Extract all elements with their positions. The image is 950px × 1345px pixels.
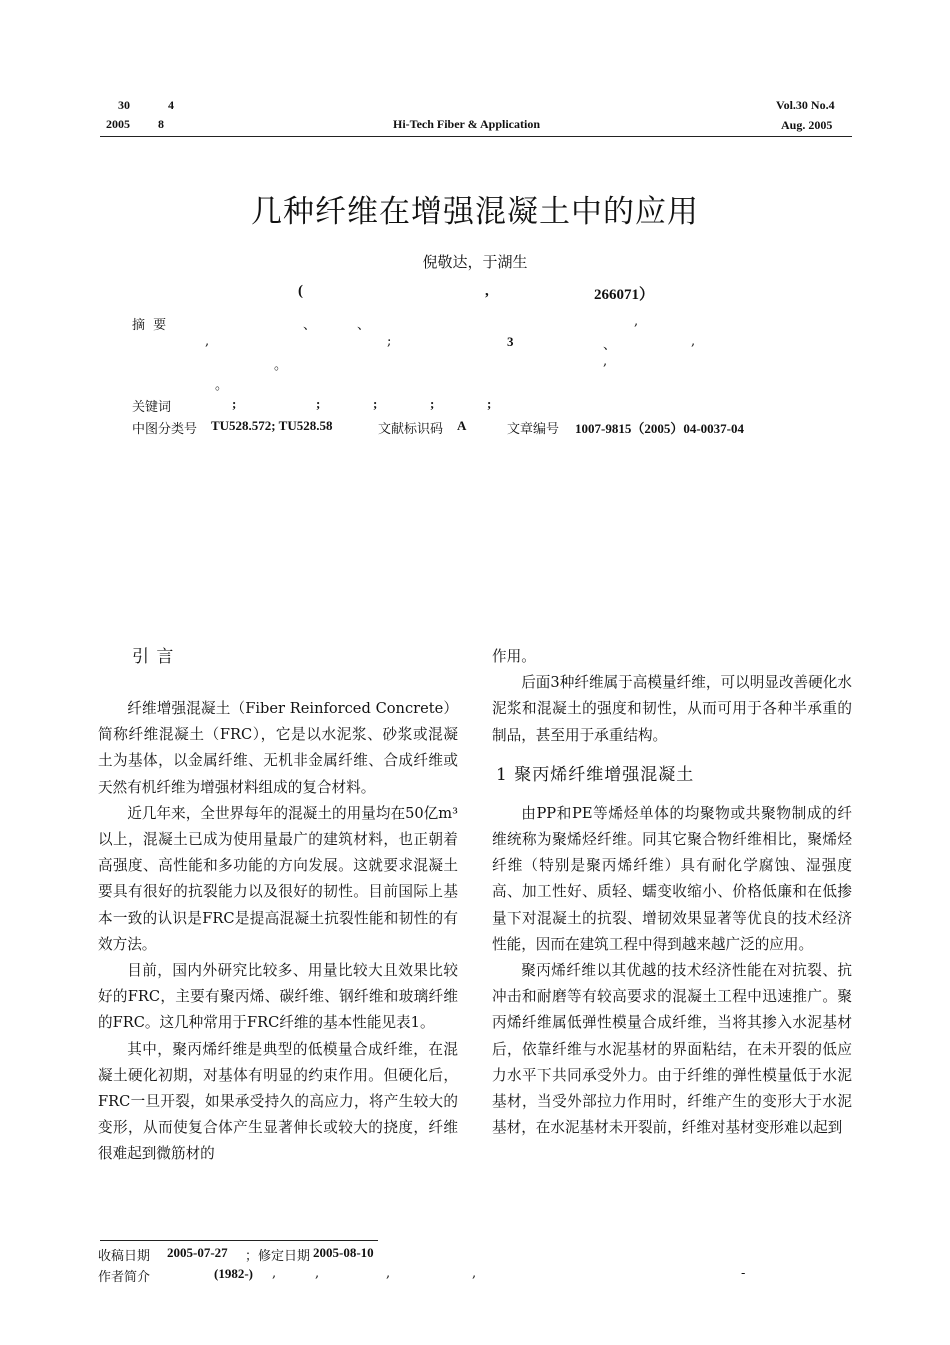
body-paragraph: 后面3种纤维属于高模量纤维，可以明显改善硬化水泥浆和混凝土的强度和韧性，从而可用于各种半承重的制品，甚至用于承重结构。 <box>492 674 852 744</box>
body-paragraph: 近几年来，全世界每年的混凝土的用量均在50亿m³以上，混凝土已成为使用量最广的建筑材料，也正朝着高强度、高性能和多功能的方向发展。这就要求混凝土要具有很好的抗裂能力以及很好的韧性。目前国际上基本一致的认识是FRC是提高混凝土抗裂性能和韧性的有效方法。 <box>98 804 458 953</box>
author-bio-end-mark: - <box>741 1266 746 1281</box>
year: 2005 <box>106 117 130 131</box>
affiliation-open: ( <box>298 283 303 299</box>
abstract-mark: , <box>603 354 608 369</box>
abstract-mark: 。 <box>215 378 229 393</box>
abstract-mark: , <box>634 314 639 329</box>
revised-label: ；修定日期 <box>245 1249 311 1264</box>
body-paragraph: 纤维增强混凝土（Fiber Reinforced Concrete）简称纤维混凝土（FRC），它是以水泥浆、砂浆或混凝土为基体，以金属纤维、无机非金属纤维、合成纤维或天然有机纤维为增强材料组成的复合材料。 <box>98 700 458 796</box>
keyword-separator: ; <box>373 396 378 411</box>
keywords-label: 关键词 <box>132 400 172 415</box>
body-paragraph-continued: 作用。 <box>492 648 536 665</box>
body-paragraph: 聚丙烯纤维以其优越的技术经济性能在对抗裂、抗冲击和耐磨等有较高要求的混凝土工程中迅速推广。聚丙烯纤维属低弹性模量合成纤维，当将其掺入水泥基材后，依靠纤维与水泥基材的界面粘结，在未开裂的低应力水平下共同承受外力。由于纤维的弹性模量低于水泥基材，当受外部拉力作用时，纤维产生的变形大于水泥基材，在水泥基材未开裂前，纤维对基材变形难以起到 <box>492 962 852 1137</box>
keyword-separator: ; <box>232 396 237 411</box>
author-birth-year: (1982-) <box>214 1266 253 1281</box>
article-title: 几种纤维在增强混凝土中的应用 <box>251 194 699 230</box>
volume-number: 30 <box>118 98 130 112</box>
abstract-label: 摘 要 <box>132 318 169 333</box>
affiliation-comma: , <box>485 283 489 299</box>
article-number-value: 1007-9815（2005）04-0037-04 <box>575 421 744 436</box>
journal-name: Hi-Tech Fiber & Application <box>393 117 541 131</box>
body-paragraph: 其中，聚丙烯纤维是典型的低模量合成纤维，在混凝土硬化初期，对基体有明显的约束作用。但硬化后，FRC一旦开裂，如果承受持久的高应力，将产生较大的变形，从而使复合体产生显著伸长或较大的挠度，纤维很难起到微筋材的 <box>98 1040 458 1163</box>
postal-code: 266071） <box>594 287 655 303</box>
keyword-separator: ; <box>487 396 492 411</box>
abstract-mark: , <box>691 334 696 349</box>
abstract-mark: 、 <box>357 318 371 333</box>
volume-english: Vol.30 No.4 <box>776 98 835 112</box>
revised-date: 2005-08-10 <box>313 1245 374 1260</box>
abstract-mark: 、 <box>303 318 317 333</box>
abstract-mark: , <box>205 334 210 349</box>
issue-number: 4 <box>168 98 174 112</box>
right-column <box>492 644 852 1141</box>
footnote-rule <box>100 1240 378 1241</box>
abstract-mark: 3 <box>507 334 514 349</box>
month: 8 <box>158 117 164 131</box>
clc-value: TU528.572; TU528.58 <box>211 418 333 433</box>
date-english: Aug. 2005 <box>781 118 833 132</box>
received-label: 收稿日期 <box>98 1249 151 1264</box>
intro-heading: 引 言 <box>132 647 175 667</box>
abstract-mark: 、 <box>603 338 617 353</box>
body-paragraph: 由PP和PE等烯烃单体的均聚物或共聚物制成的纤维统称为聚烯烃纤维。同其它聚合物纤维相比，聚烯烃纤维（特别是聚丙烯纤维）具有耐化学腐蚀、湿强度高、加工性好、质轻、蠕变收缩小、价格低廉和在低掺量下对混凝土的抗裂、增韧效果显著等优良的技术经济性能，因而在建筑工程中得到越来越广泛的应用。 <box>492 804 852 953</box>
article-number-label: 文章编号 <box>507 422 560 437</box>
received-date: 2005-07-27 <box>167 1245 228 1260</box>
author-bio-label: 作者简介 <box>98 1270 151 1285</box>
abstract-mark: 。 <box>274 358 288 373</box>
keyword-separator: ; <box>430 396 435 411</box>
abstract-mark: ; <box>387 334 392 349</box>
author-bio-separator: , <box>315 1266 320 1281</box>
body-paragraph: 目前，国内外研究比较多、用量比较大且效果比较好的FRC，主要有聚丙烯、碳纤维、钢纤维和玻璃纤维的FRC。这几种常用于FRC纤维的基本性能见表1。 <box>98 962 458 1032</box>
section-1-heading: 1 聚丙烯纤维增强混凝土 <box>496 764 695 785</box>
keyword-separator: ; <box>316 396 321 411</box>
header-rule <box>100 136 852 137</box>
left-column <box>98 644 458 1168</box>
authors: 倪敬达，于湖生 <box>422 253 528 271</box>
doc-code-value: A <box>457 418 467 433</box>
author-bio-separator: , <box>272 1266 277 1281</box>
author-bio-separator: , <box>386 1266 391 1281</box>
clc-label: 中图分类号 <box>132 422 198 437</box>
author-bio-separator: , <box>472 1266 477 1281</box>
doc-code-label: 文献标识码 <box>378 422 444 437</box>
